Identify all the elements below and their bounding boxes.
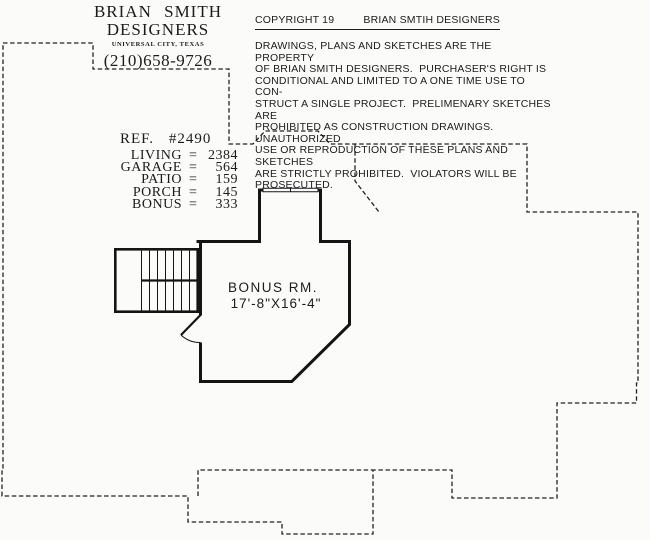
equals-sign: = <box>189 172 197 188</box>
copyright-label: COPYRIGHT 19 <box>255 14 335 26</box>
area-value: 145 <box>215 184 238 200</box>
room-label: BONUS RM. <box>227 280 319 295</box>
equals-sign: = <box>189 148 197 163</box>
ref-value: #2490 <box>168 131 212 147</box>
area-row-bonus <box>108 196 238 212</box>
copyright-line: USE OR REPRODUCTION OF THESE PLANS AND SKETCHES <box>255 144 512 168</box>
designer-header <box>58 3 258 70</box>
copyright-text <box>255 40 554 192</box>
copyright-line: CONDITIONAL AND LIMITED TO A ONE TIME USE TO CON- <box>255 74 529 99</box>
equals-sign: = <box>189 196 197 212</box>
copyright-line: STRUCT A SINGLE PROJECT. PRELIMENARY SKETCHES ARE <box>255 97 554 122</box>
designer-name-line1: BRIAN SMITH <box>93 2 223 21</box>
designer-name-line2: DESIGNERS <box>106 20 210 39</box>
copyright-line: PROHIBITED AS CONSTRUCTION DRAWINGS. UNAUTHORIZED <box>255 121 500 145</box>
reference-block <box>108 131 238 211</box>
equals-sign: = <box>189 184 197 200</box>
copyright-owner: BRIAN SMTIH DESIGNERS <box>363 14 500 26</box>
copyright-line: DRAWINGS, PLANS AND SKETCHES ARE THE PROPERTY <box>255 40 495 64</box>
area-label: PORCH <box>132 184 182 200</box>
copyright-title <box>255 14 500 30</box>
designer-phone: (210)658-9726 <box>103 51 213 70</box>
area-value: 159 <box>215 172 238 188</box>
area-value: 2384 <box>208 148 238 163</box>
area-value: 564 <box>215 160 238 176</box>
roof-break-line <box>198 470 373 496</box>
ref-label: REF. <box>120 131 155 147</box>
area-value: 333 <box>215 196 238 212</box>
door-swing-arc <box>181 335 201 343</box>
area-label: LIVING <box>130 148 182 163</box>
designer-city: UNIVERSAL CITY, TEXAS <box>111 41 205 48</box>
room-dimensions: 17'-8"X16'-4" <box>230 296 322 311</box>
copyright-line: ARE STRICTLY PROHIBITED. VIOLATORS WILL BE PROSECUTED. <box>255 167 520 192</box>
door-leaf <box>181 315 201 335</box>
equals-sign: = <box>189 160 197 176</box>
copyright-line: OF BRIAN SMITH DESIGNERS. PURCHASER'S RIGHT IS <box>255 63 547 76</box>
area-label: BONUS <box>132 196 182 212</box>
reference-number <box>120 131 238 148</box>
copyright-block <box>255 14 554 192</box>
area-label: PATIO <box>141 172 182 188</box>
area-label: GARAGE <box>120 160 182 176</box>
